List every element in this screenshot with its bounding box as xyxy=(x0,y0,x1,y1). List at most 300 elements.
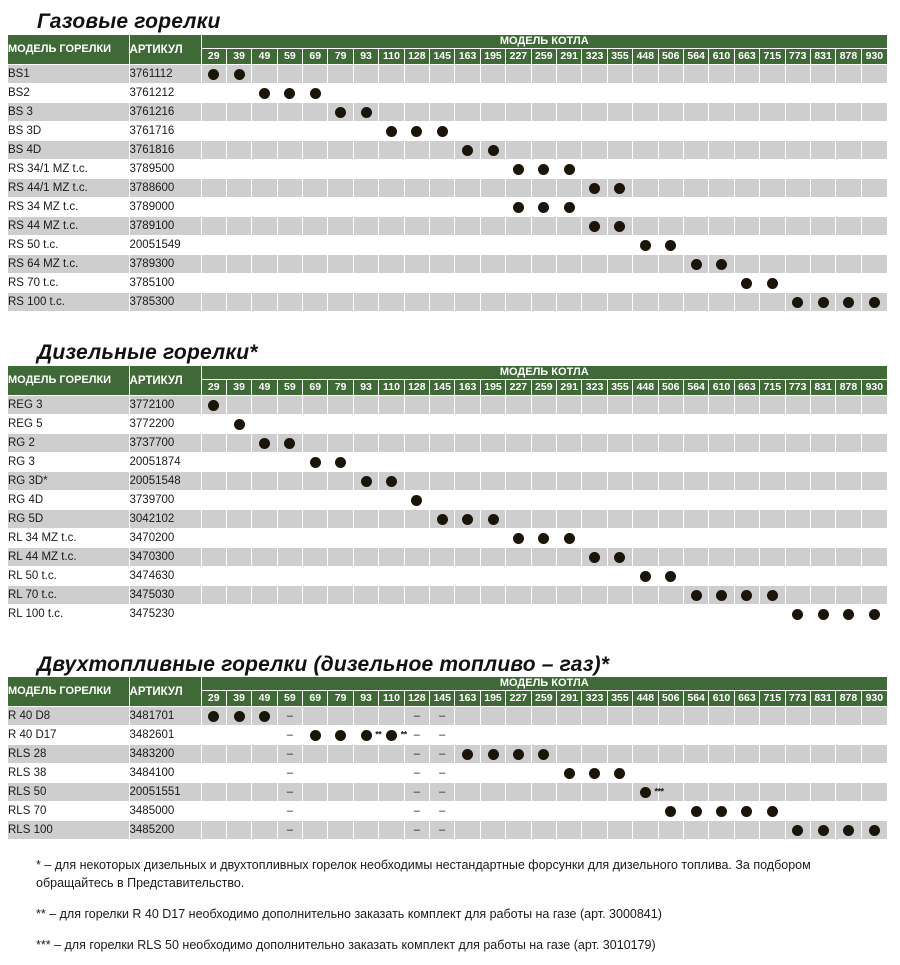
dash-mark: – xyxy=(413,786,420,799)
boiler-model-header: МОДЕЛЬ КОТЛА xyxy=(201,35,887,49)
compat-cell xyxy=(303,491,328,510)
article-number: 3739700 xyxy=(129,491,201,510)
compat-cell xyxy=(404,217,429,236)
compat-cell xyxy=(734,529,759,548)
compat-dot-icon xyxy=(818,609,829,620)
footnote-2: ** – для горелки R 40 D17 необходимо дополнительно заказать комплект для работы на газе (арт. 3000841) xyxy=(36,907,662,921)
table-row xyxy=(8,586,887,605)
compat-cell xyxy=(607,510,632,529)
compat-cell xyxy=(785,236,810,255)
burner-model: RL 50 t.c. xyxy=(8,567,129,586)
boiler-column-header: 79 xyxy=(328,49,353,65)
compat-cell xyxy=(861,198,887,217)
compat-cell xyxy=(760,726,785,745)
compat-cell xyxy=(379,198,404,217)
compat-cell xyxy=(404,274,429,293)
compat-cell xyxy=(379,586,404,605)
dash-mark: – xyxy=(286,767,293,780)
compat-cell xyxy=(658,434,683,453)
compat-cell xyxy=(404,821,429,840)
compat-cell xyxy=(379,122,404,141)
compat-cell xyxy=(353,802,378,821)
compat-cell xyxy=(252,472,277,491)
compat-cell xyxy=(785,586,810,605)
compat-cell xyxy=(252,141,277,160)
compat-cell xyxy=(760,122,785,141)
table-row xyxy=(8,764,887,783)
compat-cell xyxy=(379,510,404,529)
compat-cell xyxy=(709,122,734,141)
compat-cell xyxy=(861,453,887,472)
compat-cell xyxy=(506,764,531,783)
compat-cell xyxy=(303,745,328,764)
compat-cell xyxy=(303,707,328,726)
compat-cell xyxy=(455,726,480,745)
compat-cell xyxy=(201,65,226,84)
compat-dot-icon xyxy=(335,107,346,118)
compat-dot-icon xyxy=(284,88,295,99)
compat-cell xyxy=(734,415,759,434)
compat-cell xyxy=(734,122,759,141)
compat-cell xyxy=(836,415,861,434)
boiler-column-header: 878 xyxy=(836,380,861,396)
compat-cell xyxy=(455,783,480,802)
compat-cell xyxy=(658,198,683,217)
compat-cell xyxy=(404,65,429,84)
boiler-column-header: 715 xyxy=(760,49,785,65)
article-number: 3789100 xyxy=(129,217,201,236)
compat-cell xyxy=(480,726,505,745)
compat-dot-icon xyxy=(386,476,397,487)
compat-cell xyxy=(277,274,302,293)
compat-cell xyxy=(785,548,810,567)
compat-cell xyxy=(556,84,581,103)
compat-cell xyxy=(760,745,785,764)
compat-cell xyxy=(556,802,581,821)
compat-cell xyxy=(226,802,251,821)
compat-dot-icon xyxy=(589,552,600,563)
compat-cell xyxy=(404,198,429,217)
compat-cell xyxy=(836,84,861,103)
article-number: 3481701 xyxy=(129,707,201,726)
compat-cell xyxy=(430,802,455,821)
boiler-column-header: 663 xyxy=(734,380,759,396)
compat-cell xyxy=(252,236,277,255)
compat-cell xyxy=(480,821,505,840)
compat-cell xyxy=(836,396,861,415)
compat-cell xyxy=(506,122,531,141)
table-row xyxy=(8,510,887,529)
compat-cell xyxy=(531,707,556,726)
article-number: 3474630 xyxy=(129,567,201,586)
compat-dot-icon xyxy=(716,590,727,601)
compat-dot-icon xyxy=(513,202,524,213)
compat-cell xyxy=(607,103,632,122)
compat-cell xyxy=(785,491,810,510)
compat-dot-icon xyxy=(792,609,803,620)
compat-cell xyxy=(430,453,455,472)
compat-cell xyxy=(531,472,556,491)
compat-cell xyxy=(328,160,353,179)
table-row xyxy=(8,103,887,122)
compat-cell xyxy=(430,726,455,745)
compat-cell xyxy=(810,198,835,217)
compat-cell xyxy=(734,726,759,745)
compat-cell xyxy=(226,217,251,236)
compat-cell xyxy=(785,802,810,821)
compat-cell xyxy=(379,255,404,274)
compat-cell xyxy=(328,255,353,274)
compat-cell xyxy=(430,605,455,624)
boiler-column-header: 506 xyxy=(658,691,683,707)
compat-dot-icon xyxy=(208,69,219,80)
compat-cell xyxy=(709,745,734,764)
compat-cell xyxy=(582,198,607,217)
compat-cell xyxy=(455,707,480,726)
compat-cell xyxy=(506,783,531,802)
compat-cell xyxy=(658,586,683,605)
table-row xyxy=(8,160,887,179)
compat-cell xyxy=(861,65,887,84)
compat-cell xyxy=(531,198,556,217)
compat-cell xyxy=(226,122,251,141)
compat-cell xyxy=(607,802,632,821)
compat-cell xyxy=(201,141,226,160)
compat-cell xyxy=(810,783,835,802)
compat-cell xyxy=(683,821,708,840)
compat-cell xyxy=(303,141,328,160)
gas-burners-table xyxy=(8,35,887,312)
compat-cell xyxy=(201,217,226,236)
compat-cell xyxy=(277,745,302,764)
compat-cell xyxy=(201,160,226,179)
compat-cell xyxy=(810,586,835,605)
compat-cell xyxy=(658,510,683,529)
compat-cell xyxy=(810,821,835,840)
compat-cell xyxy=(683,548,708,567)
article-number: 3042102 xyxy=(129,510,201,529)
burner-model: RS 34/1 MZ t.c. xyxy=(8,160,129,179)
compat-cell xyxy=(404,453,429,472)
compat-cell xyxy=(658,103,683,122)
boiler-column-header: 49 xyxy=(252,691,277,707)
boiler-column-header: 259 xyxy=(531,380,556,396)
compat-cell xyxy=(582,586,607,605)
compat-cell xyxy=(404,745,429,764)
compat-cell xyxy=(582,491,607,510)
compat-cell xyxy=(480,160,505,179)
boiler-column-header: 259 xyxy=(531,691,556,707)
compat-cell xyxy=(430,434,455,453)
compat-cell xyxy=(226,726,251,745)
compat-cell xyxy=(379,548,404,567)
compat-cell xyxy=(430,764,455,783)
compat-cell xyxy=(379,141,404,160)
compat-cell xyxy=(734,707,759,726)
compat-cell xyxy=(531,783,556,802)
compat-dot-icon xyxy=(310,88,321,99)
compat-cell xyxy=(353,605,378,624)
compat-cell xyxy=(734,491,759,510)
compat-cell xyxy=(658,236,683,255)
compat-cell xyxy=(531,415,556,434)
boiler-column-header: 878 xyxy=(836,49,861,65)
compat-cell xyxy=(658,529,683,548)
compat-cell xyxy=(328,453,353,472)
compat-cell xyxy=(556,745,581,764)
compat-cell xyxy=(760,453,785,472)
table-row xyxy=(8,396,887,415)
burner-model: RL 70 t.c. xyxy=(8,586,129,605)
compat-cell xyxy=(506,745,531,764)
dash-mark: – xyxy=(439,786,446,799)
compat-cell xyxy=(760,472,785,491)
compat-cell xyxy=(582,802,607,821)
boiler-column-header: 506 xyxy=(658,380,683,396)
compat-cell xyxy=(480,255,505,274)
compat-cell xyxy=(658,293,683,312)
boiler-column-header: 79 xyxy=(328,380,353,396)
compat-cell xyxy=(633,103,658,122)
compat-cell xyxy=(734,65,759,84)
compat-dot-icon xyxy=(259,438,270,449)
compat-cell xyxy=(709,396,734,415)
compat-cell xyxy=(633,802,658,821)
boiler-column-header: 610 xyxy=(709,380,734,396)
compat-cell xyxy=(810,236,835,255)
compat-cell xyxy=(303,255,328,274)
compat-cell xyxy=(607,293,632,312)
compat-cell xyxy=(277,236,302,255)
boiler-column-header: 831 xyxy=(810,691,835,707)
compat-cell xyxy=(455,236,480,255)
compat-cell xyxy=(201,179,226,198)
compat-dot-icon xyxy=(386,730,397,741)
compat-cell xyxy=(480,783,505,802)
compat-cell xyxy=(861,605,887,624)
compat-cell xyxy=(277,783,302,802)
compat-dot-icon xyxy=(259,88,270,99)
compat-cell xyxy=(810,65,835,84)
compat-cell xyxy=(379,217,404,236)
compat-cell xyxy=(506,198,531,217)
article-number: 3785300 xyxy=(129,293,201,312)
dual-fuel-burners-table xyxy=(8,677,887,840)
compat-cell xyxy=(633,821,658,840)
compat-cell xyxy=(861,255,887,274)
compat-cell xyxy=(506,217,531,236)
compat-cell xyxy=(277,764,302,783)
compat-cell xyxy=(252,434,277,453)
compat-cell xyxy=(760,586,785,605)
compat-cell xyxy=(582,510,607,529)
compat-cell xyxy=(379,179,404,198)
compat-cell xyxy=(683,103,708,122)
compat-cell xyxy=(785,396,810,415)
compat-cell xyxy=(226,548,251,567)
compat-cell xyxy=(734,567,759,586)
compat-cell xyxy=(353,141,378,160)
compat-cell xyxy=(734,764,759,783)
compat-cell xyxy=(480,198,505,217)
compat-cell xyxy=(531,745,556,764)
compat-cell xyxy=(226,415,251,434)
compat-cell xyxy=(633,453,658,472)
boiler-column-header: 195 xyxy=(480,49,505,65)
compat-cell xyxy=(506,586,531,605)
compat-cell xyxy=(861,160,887,179)
compat-cell xyxy=(201,726,226,745)
compat-cell xyxy=(810,764,835,783)
compat-dot-icon xyxy=(741,278,752,289)
boiler-column-header: 195 xyxy=(480,691,505,707)
compat-cell xyxy=(633,726,658,745)
compat-cell xyxy=(277,491,302,510)
burner-model: RL 34 MZ t.c. xyxy=(8,529,129,548)
compat-cell xyxy=(404,586,429,605)
compat-cell xyxy=(303,529,328,548)
boiler-column-header: 163 xyxy=(455,49,480,65)
compat-cell xyxy=(607,453,632,472)
compat-dot-icon xyxy=(335,730,346,741)
compat-cell xyxy=(328,802,353,821)
compat-cell xyxy=(430,821,455,840)
compat-cell xyxy=(734,396,759,415)
boiler-column-header: 715 xyxy=(760,380,785,396)
compat-cell xyxy=(633,567,658,586)
compat-cell xyxy=(201,415,226,434)
compat-cell xyxy=(303,179,328,198)
compat-cell xyxy=(861,802,887,821)
table-row xyxy=(8,472,887,491)
compat-dot-icon xyxy=(411,126,422,137)
compat-cell xyxy=(328,491,353,510)
compat-cell xyxy=(404,605,429,624)
compat-cell xyxy=(252,707,277,726)
compat-cell xyxy=(277,198,302,217)
compat-dot-icon xyxy=(361,107,372,118)
burner-model: RS 100 t.c. xyxy=(8,293,129,312)
boiler-column-header: 323 xyxy=(582,380,607,396)
boiler-column-header: 448 xyxy=(633,691,658,707)
burner-model: BS 4D xyxy=(8,141,129,160)
compat-cell xyxy=(633,141,658,160)
boiler-column-header: 831 xyxy=(810,49,835,65)
dash-mark: – xyxy=(439,729,446,742)
compat-cell xyxy=(328,198,353,217)
compat-cell xyxy=(506,567,531,586)
compat-cell xyxy=(430,548,455,567)
boiler-column-header: 39 xyxy=(226,380,251,396)
compat-cell xyxy=(607,65,632,84)
article-number: 3475030 xyxy=(129,586,201,605)
burner-model: BS1 xyxy=(8,65,129,84)
compat-cell xyxy=(353,764,378,783)
compat-cell xyxy=(531,453,556,472)
article-number: 20051548 xyxy=(129,472,201,491)
dash-mark: – xyxy=(286,805,293,818)
boiler-column-header: 564 xyxy=(683,49,708,65)
compat-cell xyxy=(404,510,429,529)
compat-dot-icon xyxy=(411,495,422,506)
compat-cell xyxy=(683,783,708,802)
compat-cell xyxy=(582,567,607,586)
compat-cell xyxy=(836,65,861,84)
compat-cell xyxy=(328,84,353,103)
compat-cell xyxy=(810,255,835,274)
compat-cell xyxy=(328,726,353,745)
compat-cell xyxy=(607,548,632,567)
compat-cell xyxy=(404,783,429,802)
compat-cell xyxy=(430,255,455,274)
compat-cell xyxy=(226,255,251,274)
compat-cell xyxy=(226,605,251,624)
compat-cell xyxy=(201,745,226,764)
compat-cell xyxy=(760,529,785,548)
compat-cell xyxy=(760,255,785,274)
compat-cell xyxy=(734,472,759,491)
article-number: 3789000 xyxy=(129,198,201,217)
compat-cell xyxy=(734,141,759,160)
compat-cell xyxy=(531,293,556,312)
compat-cell xyxy=(531,217,556,236)
compat-cell xyxy=(633,179,658,198)
article-number: 3761212 xyxy=(129,84,201,103)
compat-cell xyxy=(455,217,480,236)
compat-dot-icon xyxy=(665,571,676,582)
compat-cell xyxy=(709,821,734,840)
compat-cell xyxy=(455,529,480,548)
table-row xyxy=(8,745,887,764)
compat-cell xyxy=(734,802,759,821)
compat-cell xyxy=(556,821,581,840)
boiler-column-header: 259 xyxy=(531,49,556,65)
compat-cell xyxy=(582,65,607,84)
compat-cell xyxy=(531,65,556,84)
compat-cell xyxy=(556,103,581,122)
compat-cell xyxy=(252,103,277,122)
compat-dot-icon xyxy=(869,825,880,836)
compat-cell xyxy=(353,821,378,840)
compat-cell xyxy=(861,236,887,255)
compat-cell xyxy=(709,586,734,605)
compat-cell xyxy=(404,160,429,179)
compat-cell xyxy=(531,821,556,840)
article-number: 20051874 xyxy=(129,453,201,472)
compat-cell xyxy=(353,783,378,802)
compat-cell xyxy=(633,491,658,510)
compat-cell xyxy=(556,510,581,529)
article-number: 3789500 xyxy=(129,160,201,179)
compat-dot-icon xyxy=(741,806,752,817)
compat-cell xyxy=(683,396,708,415)
compat-cell xyxy=(455,802,480,821)
compat-cell xyxy=(582,236,607,255)
compat-cell xyxy=(480,217,505,236)
compat-cell xyxy=(506,491,531,510)
compat-cell xyxy=(556,217,581,236)
compat-cell xyxy=(455,548,480,567)
compat-cell xyxy=(303,396,328,415)
compat-cell xyxy=(810,726,835,745)
compat-cell xyxy=(252,548,277,567)
compat-cell xyxy=(658,217,683,236)
compat-cell xyxy=(683,472,708,491)
diesel-burners-table xyxy=(8,366,887,624)
compat-cell xyxy=(810,453,835,472)
compat-cell xyxy=(836,821,861,840)
compat-cell xyxy=(734,236,759,255)
